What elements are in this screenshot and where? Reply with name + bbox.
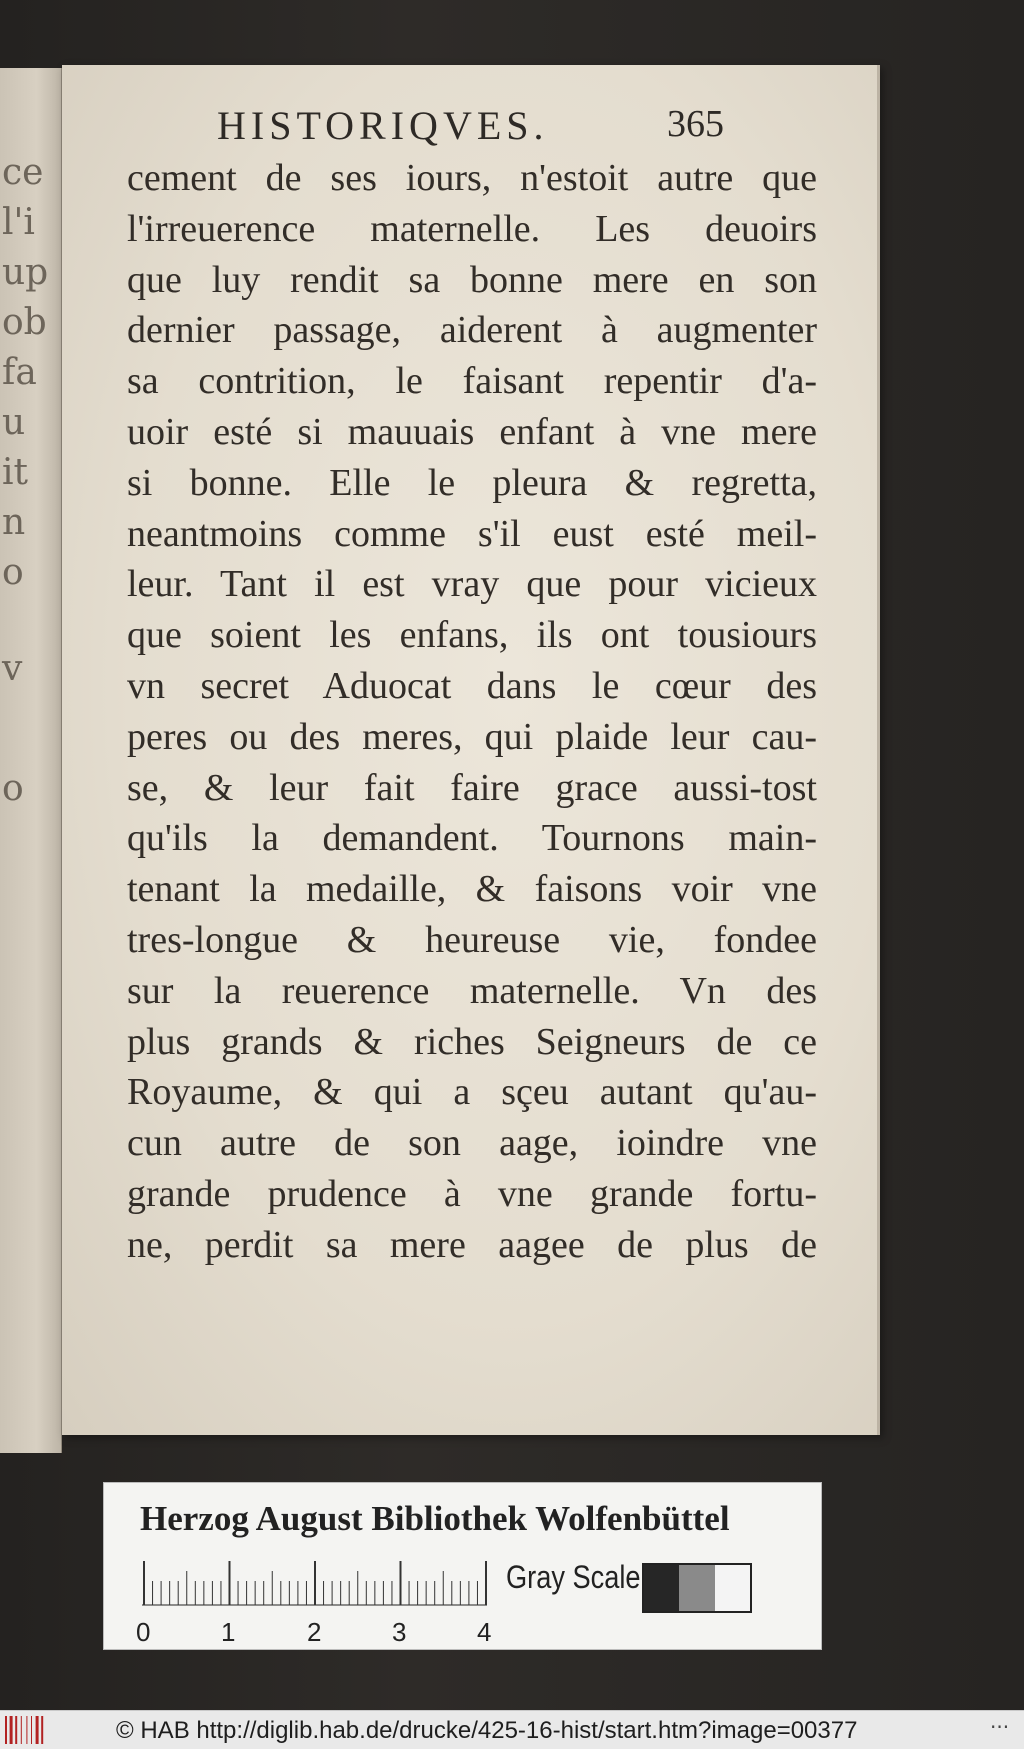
adjacent-page-fragment: fa	[2, 352, 37, 393]
ruler-number: 1	[221, 1617, 236, 1647]
adjacent-page-fragment: o	[2, 552, 24, 593]
ruler-number: 3	[392, 1617, 407, 1647]
gray-swatch-mid	[679, 1565, 714, 1611]
ruler-number: 0	[136, 1617, 151, 1647]
text-line: que soient les enfans, ils ont tousiours	[127, 614, 817, 657]
adjacent-page-fragment: ce	[2, 152, 44, 193]
adjacent-page-fragment: u	[2, 402, 26, 443]
text-line: cun autre de son aage, ioindre vne	[127, 1122, 817, 1165]
page-number: 365	[667, 103, 724, 145]
gray-swatch-dark	[644, 1565, 679, 1611]
text-line: sa contrition, le faisant repentir d'a-	[127, 360, 817, 403]
adjacent-page-fragment: ob	[2, 302, 47, 343]
text-line: tres-longue & heureuse vie, fondee	[127, 918, 817, 961]
text-line: peres ou des meres, qui plaide leur cau-	[127, 715, 817, 758]
text-line: se, & leur fait faire grace aussi-tost	[127, 766, 817, 809]
color-calibration-card	[103, 1482, 822, 1650]
text-line: dernier passage, aiderent à augmenter	[127, 309, 817, 352]
ruler-number: 2	[307, 1617, 322, 1647]
text-line: vn secret Aduocat dans le cœur des	[127, 664, 817, 707]
text-line: leur. Tant il est vray que pour vicieux	[127, 563, 817, 606]
barcode-icon	[4, 1715, 46, 1745]
adjacent-page-fragment: o	[2, 768, 24, 809]
book-page	[62, 65, 880, 1435]
text-line: l'irreuerence maternelle. Les deuoirs	[127, 207, 817, 250]
text-line: sur la reuerence maternelle. Vn des	[127, 969, 817, 1012]
adjacent-page	[0, 68, 62, 1453]
text-line: plus grands & riches Seigneurs de ce	[127, 1020, 817, 1063]
gray-scale-label: Gray Scale	[506, 1559, 641, 1595]
more-options-icon[interactable]: ···	[990, 1715, 1010, 1739]
adjacent-page-fragment: up	[2, 252, 49, 293]
text-line: qu'ils la demandent. Tournons main-	[127, 817, 817, 860]
card-title: Herzog August Bibliothek Wolfenbüttel	[140, 1499, 730, 1538]
text-line: cement de ses iours, n'estoit autre que	[127, 157, 817, 199]
text-line: Royaume, & qui a sçeu autant qu'au-	[127, 1071, 817, 1114]
adjacent-page-fragment: v	[2, 648, 23, 689]
adjacent-page-fragment: it	[2, 452, 28, 493]
gray-swatches	[642, 1563, 752, 1613]
adjacent-page-fragment: l'i	[2, 202, 35, 243]
ruler-icon	[142, 1561, 487, 1606]
text-line: tenant la medaille, & faisons voir vne	[127, 868, 817, 911]
text-line: ne, perdit sa mere aagee de plus de	[127, 1223, 817, 1266]
text-line: si bonne. Elle le pleura & regretta,	[127, 461, 817, 504]
text-line: uoir esté si mauuais enfant à vne mere	[127, 410, 817, 453]
adjacent-page-fragment: n	[2, 502, 26, 543]
status-bar	[0, 1710, 1024, 1749]
text-line: neantmoins comme s'il eust esté meil-	[127, 512, 817, 555]
text-line: que luy rendit sa bonne mere en son	[127, 258, 817, 301]
gray-swatch-light	[715, 1565, 750, 1611]
body-text	[127, 153, 817, 1271]
source-caption: © HAB http://diglib.hab.de/drucke/425-16-hist/start.htm?image=00377	[116, 1717, 858, 1744]
ruler-number: 4	[477, 1617, 492, 1647]
text-line: grande prudence à vne grande fortu-	[127, 1172, 817, 1215]
running-head: HISTORIQVES.	[217, 103, 549, 148]
